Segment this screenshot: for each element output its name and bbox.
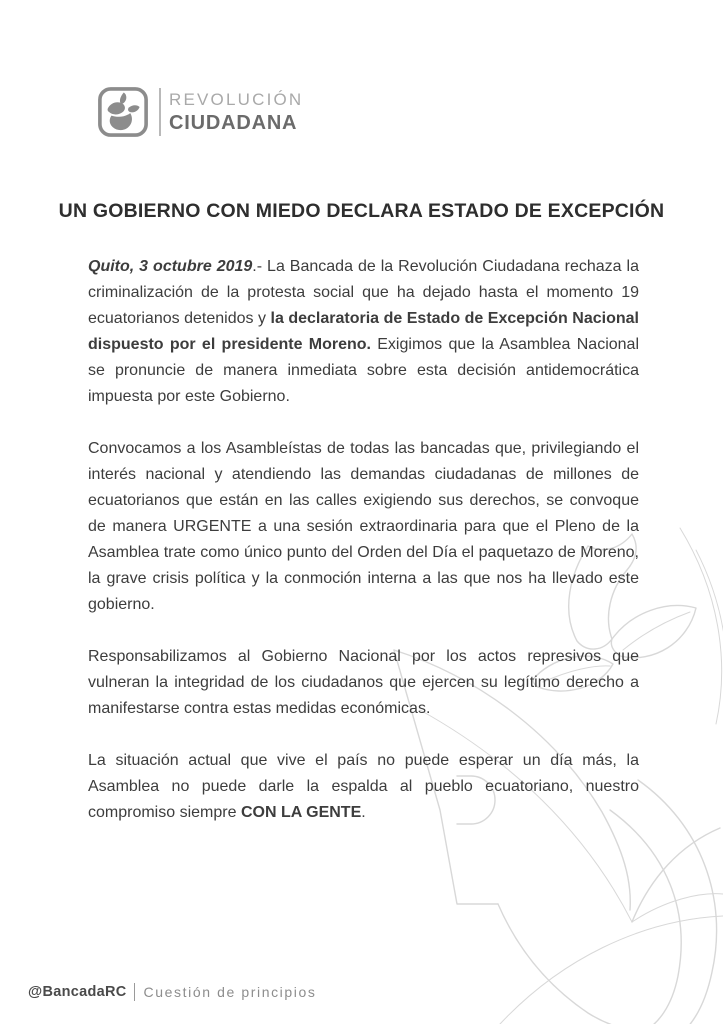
- paragraph-segment: .: [361, 804, 366, 821]
- paragraph-segment: CON LA GENTE: [240, 804, 362, 821]
- logo-wordmark: [169, 89, 303, 135]
- footer-handle: @BancadaRC: [28, 984, 127, 1000]
- paragraph-segment: Quito, 3 octubre 2019: [88, 258, 253, 275]
- logo-wordmark-line2: CIUDADANA: [169, 112, 298, 134]
- logo-divider: [159, 88, 161, 136]
- paragraph-segment: Exigimos que la Asamblea Nacional se pronuncie de manera inmediata sobre esta decisión antidemocrática impuesta por este Gobierno.: [88, 336, 639, 405]
- body-paragraph-1: [88, 254, 639, 410]
- paragraph-segment: Responsabilizamos al Gobierno Nacional por los actos represivos que vulneran la integridad de los ciudadanos que ejercen su legítimo derecho a manifestarse contra estas medidas económicas.: [88, 648, 639, 717]
- body-paragraph-2: [88, 436, 639, 618]
- document-body: [88, 254, 639, 852]
- paragraph-segment: La situación actual que vive el país no puede esperar un día más, la Asamblea no puede darle la espalda al pueblo ecuatoriano, nuestro compromiso siempre: [88, 752, 639, 821]
- paragraph-segment: .- La Bancada de la Revolución Ciudadana rechaza la criminalización de la protesta social que ha dejado hasta el momento 19 ecuatorianos detenidos y: [88, 258, 639, 327]
- document-title: UN GOBIERNO CON MIEDO DECLARA ESTADO DE EXCEPCIÓN: [58, 200, 665, 222]
- paragraph-segment: la declaratoria de Estado de Excepción Nacional dispuesto por el presidente Moreno.: [88, 310, 639, 353]
- body-paragraph-3: [88, 644, 639, 722]
- paragraph-segment: Convocamos a los Asambleístas de todas las bancadas que, privilegiando el interés nacional y atendiendo las demandas ciudadanas de millones de ecuatorianos que están en las calles exigiendo sus derechos, se convoque de manera URGENTE a una sesión extraordinaria para que el Pleno de la Asamblea trate como único punto del Orden del Día el paquetazo de Moreno, la grave crisis política y la conmoción interna a las que nos ha llevado este gobierno.: [88, 440, 639, 613]
- footer: [28, 983, 316, 1001]
- logo: [97, 86, 303, 138]
- footer-tagline: Cuestión de principios: [143, 984, 317, 1000]
- body-paragraph-4: [88, 748, 639, 826]
- logo-wordmark-line1: REVOLUCIÓN: [169, 90, 304, 109]
- footer-divider: [134, 983, 135, 1001]
- revolucion-ciudadana-bird-icon: [97, 86, 149, 138]
